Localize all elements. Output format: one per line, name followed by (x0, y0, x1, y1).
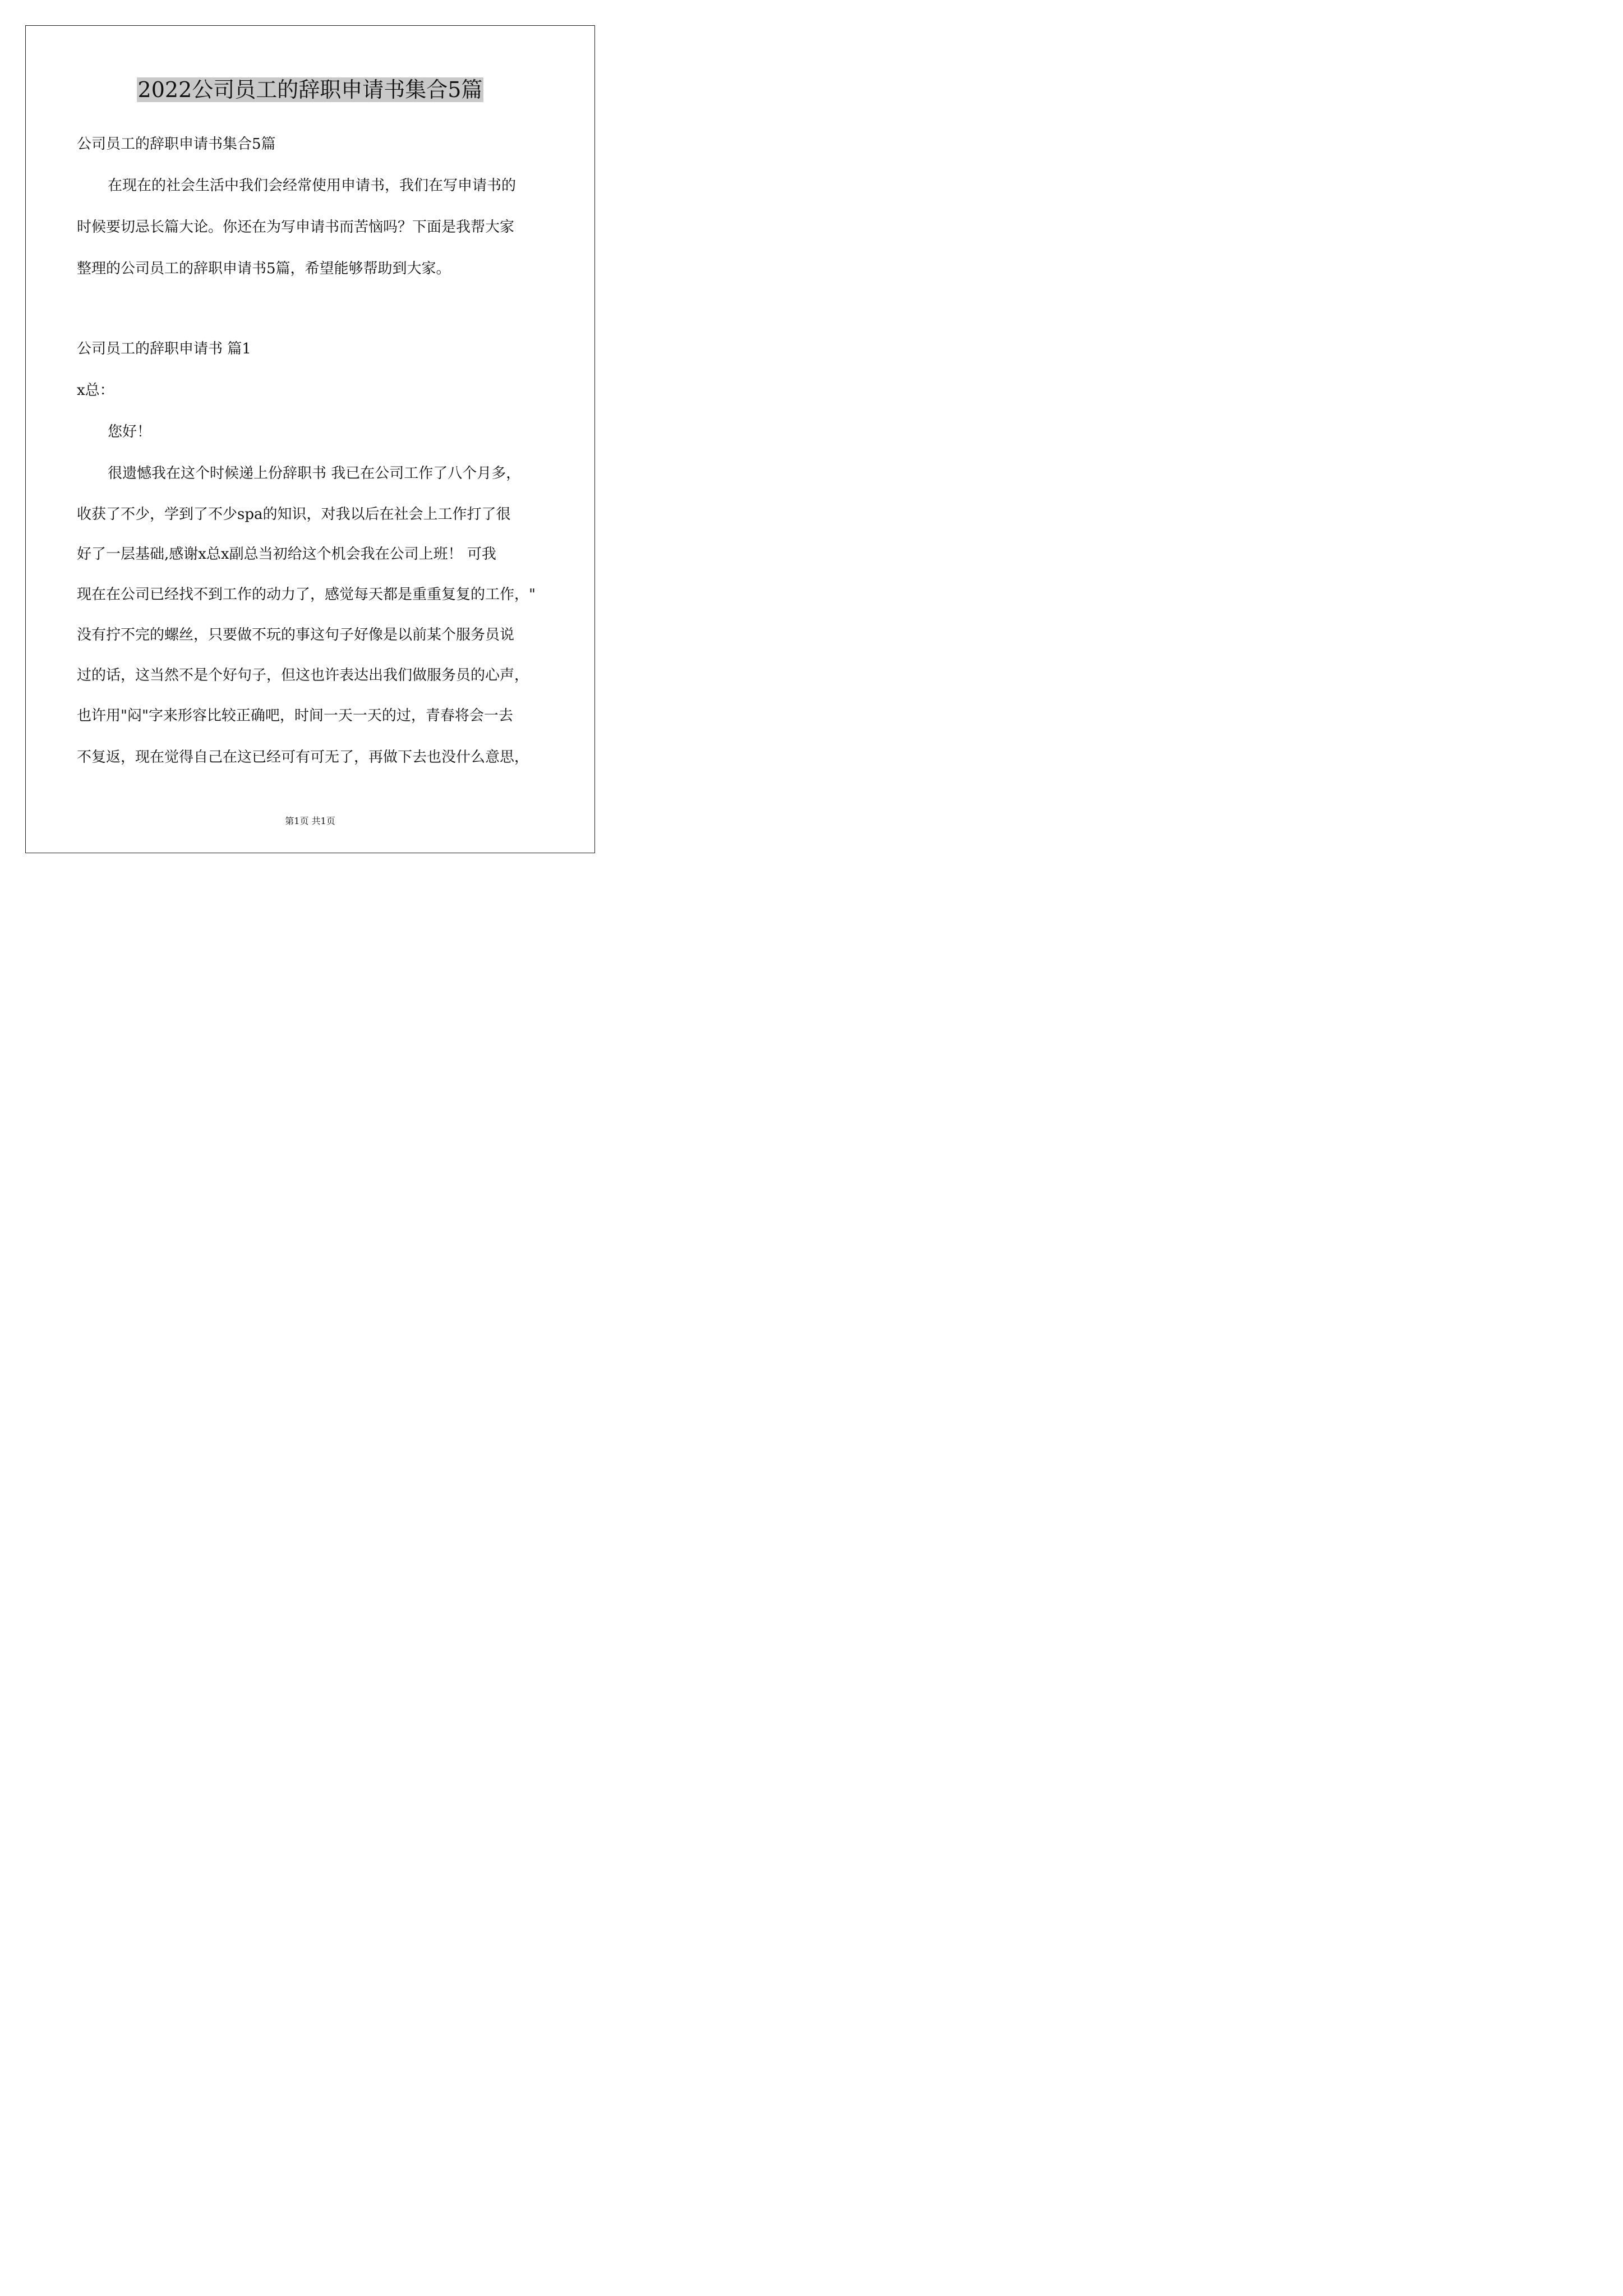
document-title (0, 72, 620, 108)
letter-body-line: 不复返，现在觉得自己在这已经可有可无了，再做下去也没什么意思， (77, 749, 529, 766)
page-footer: 第1页 共1页 (285, 816, 335, 826)
letter-body-line: 现在在公司已经找不到工作的动力了，感觉每天都是重重复复的工作，" (77, 586, 536, 603)
letter-body-line: 过的话，这当然不是个好句子，但这也许表达出我们做服务员的心声， (77, 667, 529, 684)
document-title-text: 2022公司员工的辞职申请书集合5篇 (137, 77, 483, 102)
letter-salutation: x总： (77, 382, 114, 399)
letter-body-line: 也许用"闷"字来形容比较正确吧，时间一天一天的过，青春将会一去 (77, 707, 513, 724)
intro-line: 在现在的社会生活中我们会经常使用申请书，我们在写申请书的 (108, 177, 517, 194)
letter-body-line: 好了一层基础,感谢x总x副总当初给这个机会我在公司上班！ 可我 (77, 546, 496, 563)
intro-line: 时候要切忌长篇大论。你还在为写申请书而苦恼吗？下面是我帮大家 (77, 219, 515, 236)
letter-greeting: 您好！ (108, 424, 152, 440)
letter-body-line: 很遗憾我在这个时候递上份辞职书 我已在公司工作了八个月多， (108, 465, 521, 482)
document-subtitle: 公司员工的辞职申请书集合5篇 (77, 136, 276, 153)
intro-line: 整理的公司员工的辞职申请书5篇，希望能够帮助到大家。 (77, 260, 451, 277)
letter-body-line: 没有拧不完的螺丝，只要做不玩的事这句子好像是以前某个服务员说 (77, 627, 515, 643)
section-heading: 公司员工的辞职申请书 篇1 (77, 341, 251, 357)
letter-body-line: 收获了不少，学到了不少spa的知识，对我以后在社会上工作打了很 (77, 506, 511, 523)
